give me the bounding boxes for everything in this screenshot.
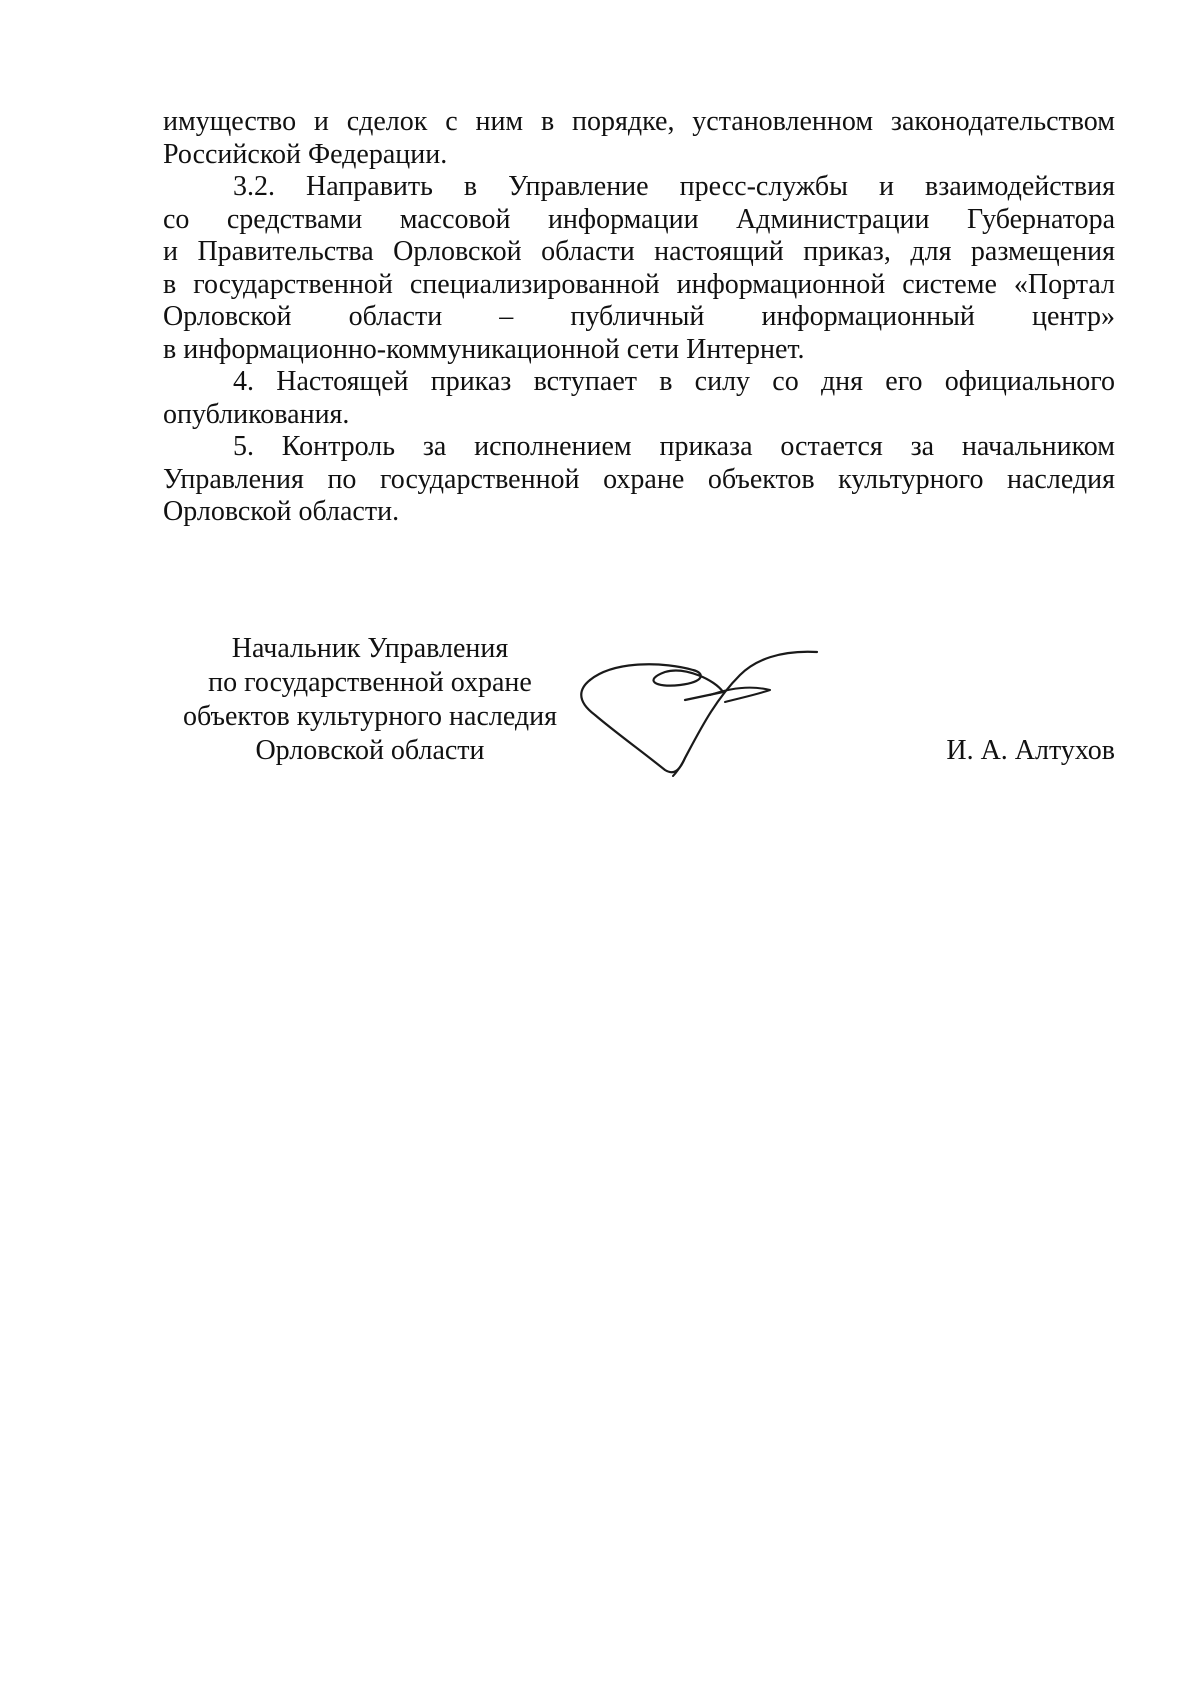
signatory-title-line: Орловской области (255, 735, 485, 766)
text-line: в информационно-коммуникационной сети Интернет. (163, 333, 805, 365)
text-line: опубликования. (163, 398, 350, 430)
signatory-title-line: Начальник Управления (231, 633, 509, 664)
text-line: в государственной специализированной информационной системе «Портал (163, 268, 1115, 300)
text-line: Орловской области. (163, 496, 400, 527)
handwritten-signature (555, 640, 855, 780)
signatory-title (160, 632, 580, 768)
paragraph-5 (163, 431, 1115, 529)
signature-stroke (581, 652, 817, 773)
signature-stroke (590, 664, 723, 700)
paragraph-4 (163, 366, 1115, 431)
paragraph-property-transactions (163, 106, 1115, 171)
text-line: 3.2. Направить в Управление пресс-службы и взаимодействия (233, 171, 1115, 202)
text-line: 5. Контроль за исполнением приказа остается за начальником (233, 431, 1115, 462)
text-line: Российской Федерации. (163, 138, 448, 170)
paragraph-3-2 (163, 171, 1115, 366)
text-line: Орловской области – публичный информационный центр» (163, 301, 1115, 332)
signatory-title-line: по государственной охране (208, 667, 532, 698)
text-line: Управления по государственной охране объектов культурного наследия (163, 463, 1115, 495)
signatory-title-line: объектов культурного наследия (182, 701, 558, 732)
signer-name: И. А. Алтухов (946, 735, 1115, 766)
text-line: имущество и сделок с ним в порядке, установленном законодательством (163, 106, 1115, 137)
text-line: 4. Настоящей приказ вступает в силу со дня его официального (233, 366, 1115, 397)
text-line: со средствами массовой информации Администрации Губернатора (163, 203, 1115, 235)
document-body (163, 106, 1115, 529)
signature-stroke (673, 758, 685, 776)
text-line: и Правительства Орловской области настоящий приказ, для размещения (163, 236, 1115, 267)
